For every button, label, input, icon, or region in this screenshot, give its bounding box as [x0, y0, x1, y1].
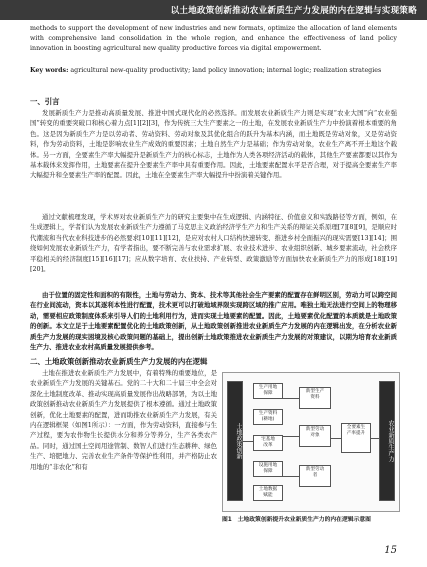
- fig-item: 宅基地 改革: [253, 435, 283, 451]
- fig-item: 新型劳动 对象: [299, 425, 331, 447]
- fig-item: 全要素生 产率提升: [341, 423, 371, 453]
- paragraph-1: 发展新质生产力是推动高质量发展、推进中国式现代化的必然选择。而发展农业新质生产力则是实现“农业大国”向“农业强国”转变的重要突破口和核心着力点[1][2][3]，作为传统三大生产要素之一的土地，在发展农业新质生产力中扮演着根本重要的角色。这是因为新质生产力是以劳动者、劳动资料、劳动对象及其优化组合的跃升为基本内涵，而土地既是劳动对象，又是劳动资料，作为劳动资料，土地是影响农业生产成效的重要因素；土地自然生产力是基础；作为劳动对象，农业生产离不开土地这个载体。另一方面，全要素生产率大幅提升是新质生产力的核心标志，土地作为人类各项经济活动的载体，其他生产要素都要以其作为基本载体来发挥作用，土地要素在提升全要素生产率中具有重要作用。因此，土地要素配置水平是否合理，对于提高全要素生产率大幅提升和全要素生产率的配置。因此，土地在全要素生产率大幅提升中扮演着关键作用。: [30, 109, 397, 180]
- fig-item: 生产资料 (耕地): [253, 409, 283, 425]
- fig-left-label: 土地政策创新: [227, 381, 243, 501]
- figure-1-diagram: [222, 372, 400, 512]
- fig-right-label: 农业新质生产力: [379, 381, 395, 501]
- page-header: [0, 0, 427, 20]
- fig-item: 土地数据 赋能: [253, 485, 283, 501]
- paragraph-4: 土地在推进农业新质生产力发展中，有着特殊的重要地位，是农业新质生产力发展的关键基石。党的二十大和二十届三中全会对深化土地制度改革、推动实现高质量发展作出战略部署，为以土地政策创新推动农业新质生产力发展提供了根本遵循。通过土地政策创新，优化土地要素的配置，进而助推农业新质生产力发展，有关内在逻辑框架（如图1所示）：一方面，作为劳动资料，直接参与生产过程，要为农作物生长提供水分和养分等养分，生产各类农产品。同时，通过国土空间用途管制、数智人们进行生态耕种、绿色生产、培肥地力、完善农业生产条件等保护性利用，并产格防止农用地的“非农化”和有: [30, 369, 217, 471]
- fig-arrow: [331, 438, 341, 439]
- paragraph-2: 通过文献梳理发现，学术界对农业新质生产力的研究主要集中在生成逻辑、内涵特征、价值意义和实践路径等方面，例如，在生成逻辑上，学者们认为发展农业新质生产力遵循了马克思主义政治经济学生产力和生产关系的辩证关系原理[7][8][9]，是顺应时代潮流和当代农业科技进步的必然要求[10][11][12]，是应对农村人口结构快速转变、推进乡村全面振兴的现实需要[13][14]；围绕如何发展农业新质生产力，有学者指出，要不断完善与农业需求扩展、农业技术进步、农业组织创新、城乡要素流动，社会秩序平稳相关的经济制度[15][16][17]；应从数字培育、农业扶持、产业转型、政策激励等方面加快农业新质生产力的形成[18][19][20]。: [30, 213, 397, 274]
- fig-arrow: [283, 398, 299, 399]
- section-heading-intro: 一、引言: [30, 97, 60, 106]
- section-heading-two: 二、土地政策创新推动农业新质生产力发展的内在逻辑: [30, 357, 208, 366]
- running-title: 以土地政策创新推动农业新质生产力发展的内在逻辑与实现策略: [170, 6, 417, 16]
- fig-item: 生产用地 保障: [253, 383, 283, 399]
- english-keywords: [30, 66, 397, 76]
- paragraph-3: 由于位置的固定性和面积的有限性，土地与劳动力、资本、技术等其他社会生产要素的配置存在鲜明区别，劳动力可以跨空间在行业间流动，资本以其逐利本性进行配置，技术更可以打破地域界限实现跨区域的推广应用。唯独土地无法进行空间上的物理移动，需要相应政策制度体系来引导人们的土地利用行为，进而实现土地要素的配置。因此，土地要素优化配置的本质就是土地政策的创新。本文立足于土地要素配置优化的土地政策创新，从土地政策创新推进农业新质生产力发展的内在逻辑出发，在分析农业新质生产力发展的现实困境及核心政策问题的基础上，提出创新土地政策推进农业新质生产力发展的对策建议，以期为培育农业新质生产力、推进农业农村高质量发展提供参考。: [30, 291, 397, 352]
- english-abstract-tail: methods to support the development of new industries and new formats, optimize the allocation of land elements with comprehensive land consolidation in the whole region, and enhance the effectiveness of land policy innovation in boosting agricultural new quality productive forces via digital empowerment.: [30, 25, 397, 52]
- fig-item: 新型生产 资料: [299, 387, 331, 409]
- fig-arrow: [283, 436, 299, 437]
- fig-item: 设施用地 保障: [253, 461, 283, 477]
- fig-arrow: [371, 438, 379, 439]
- keywords-label: Key words:: [30, 67, 69, 74]
- fig-arrow: [243, 441, 253, 442]
- figure-1-caption: 图1 土地政策创新提升农业新质生产力的内在逻辑示意图: [222, 517, 371, 523]
- fig-arrow: [283, 476, 299, 477]
- fig-item: 新型劳动 者: [299, 465, 331, 487]
- keywords-text: agricultural new-quality productivity; land policy innovation; internal logic; realization strategies: [70, 67, 382, 74]
- page-number: 15: [384, 545, 397, 556]
